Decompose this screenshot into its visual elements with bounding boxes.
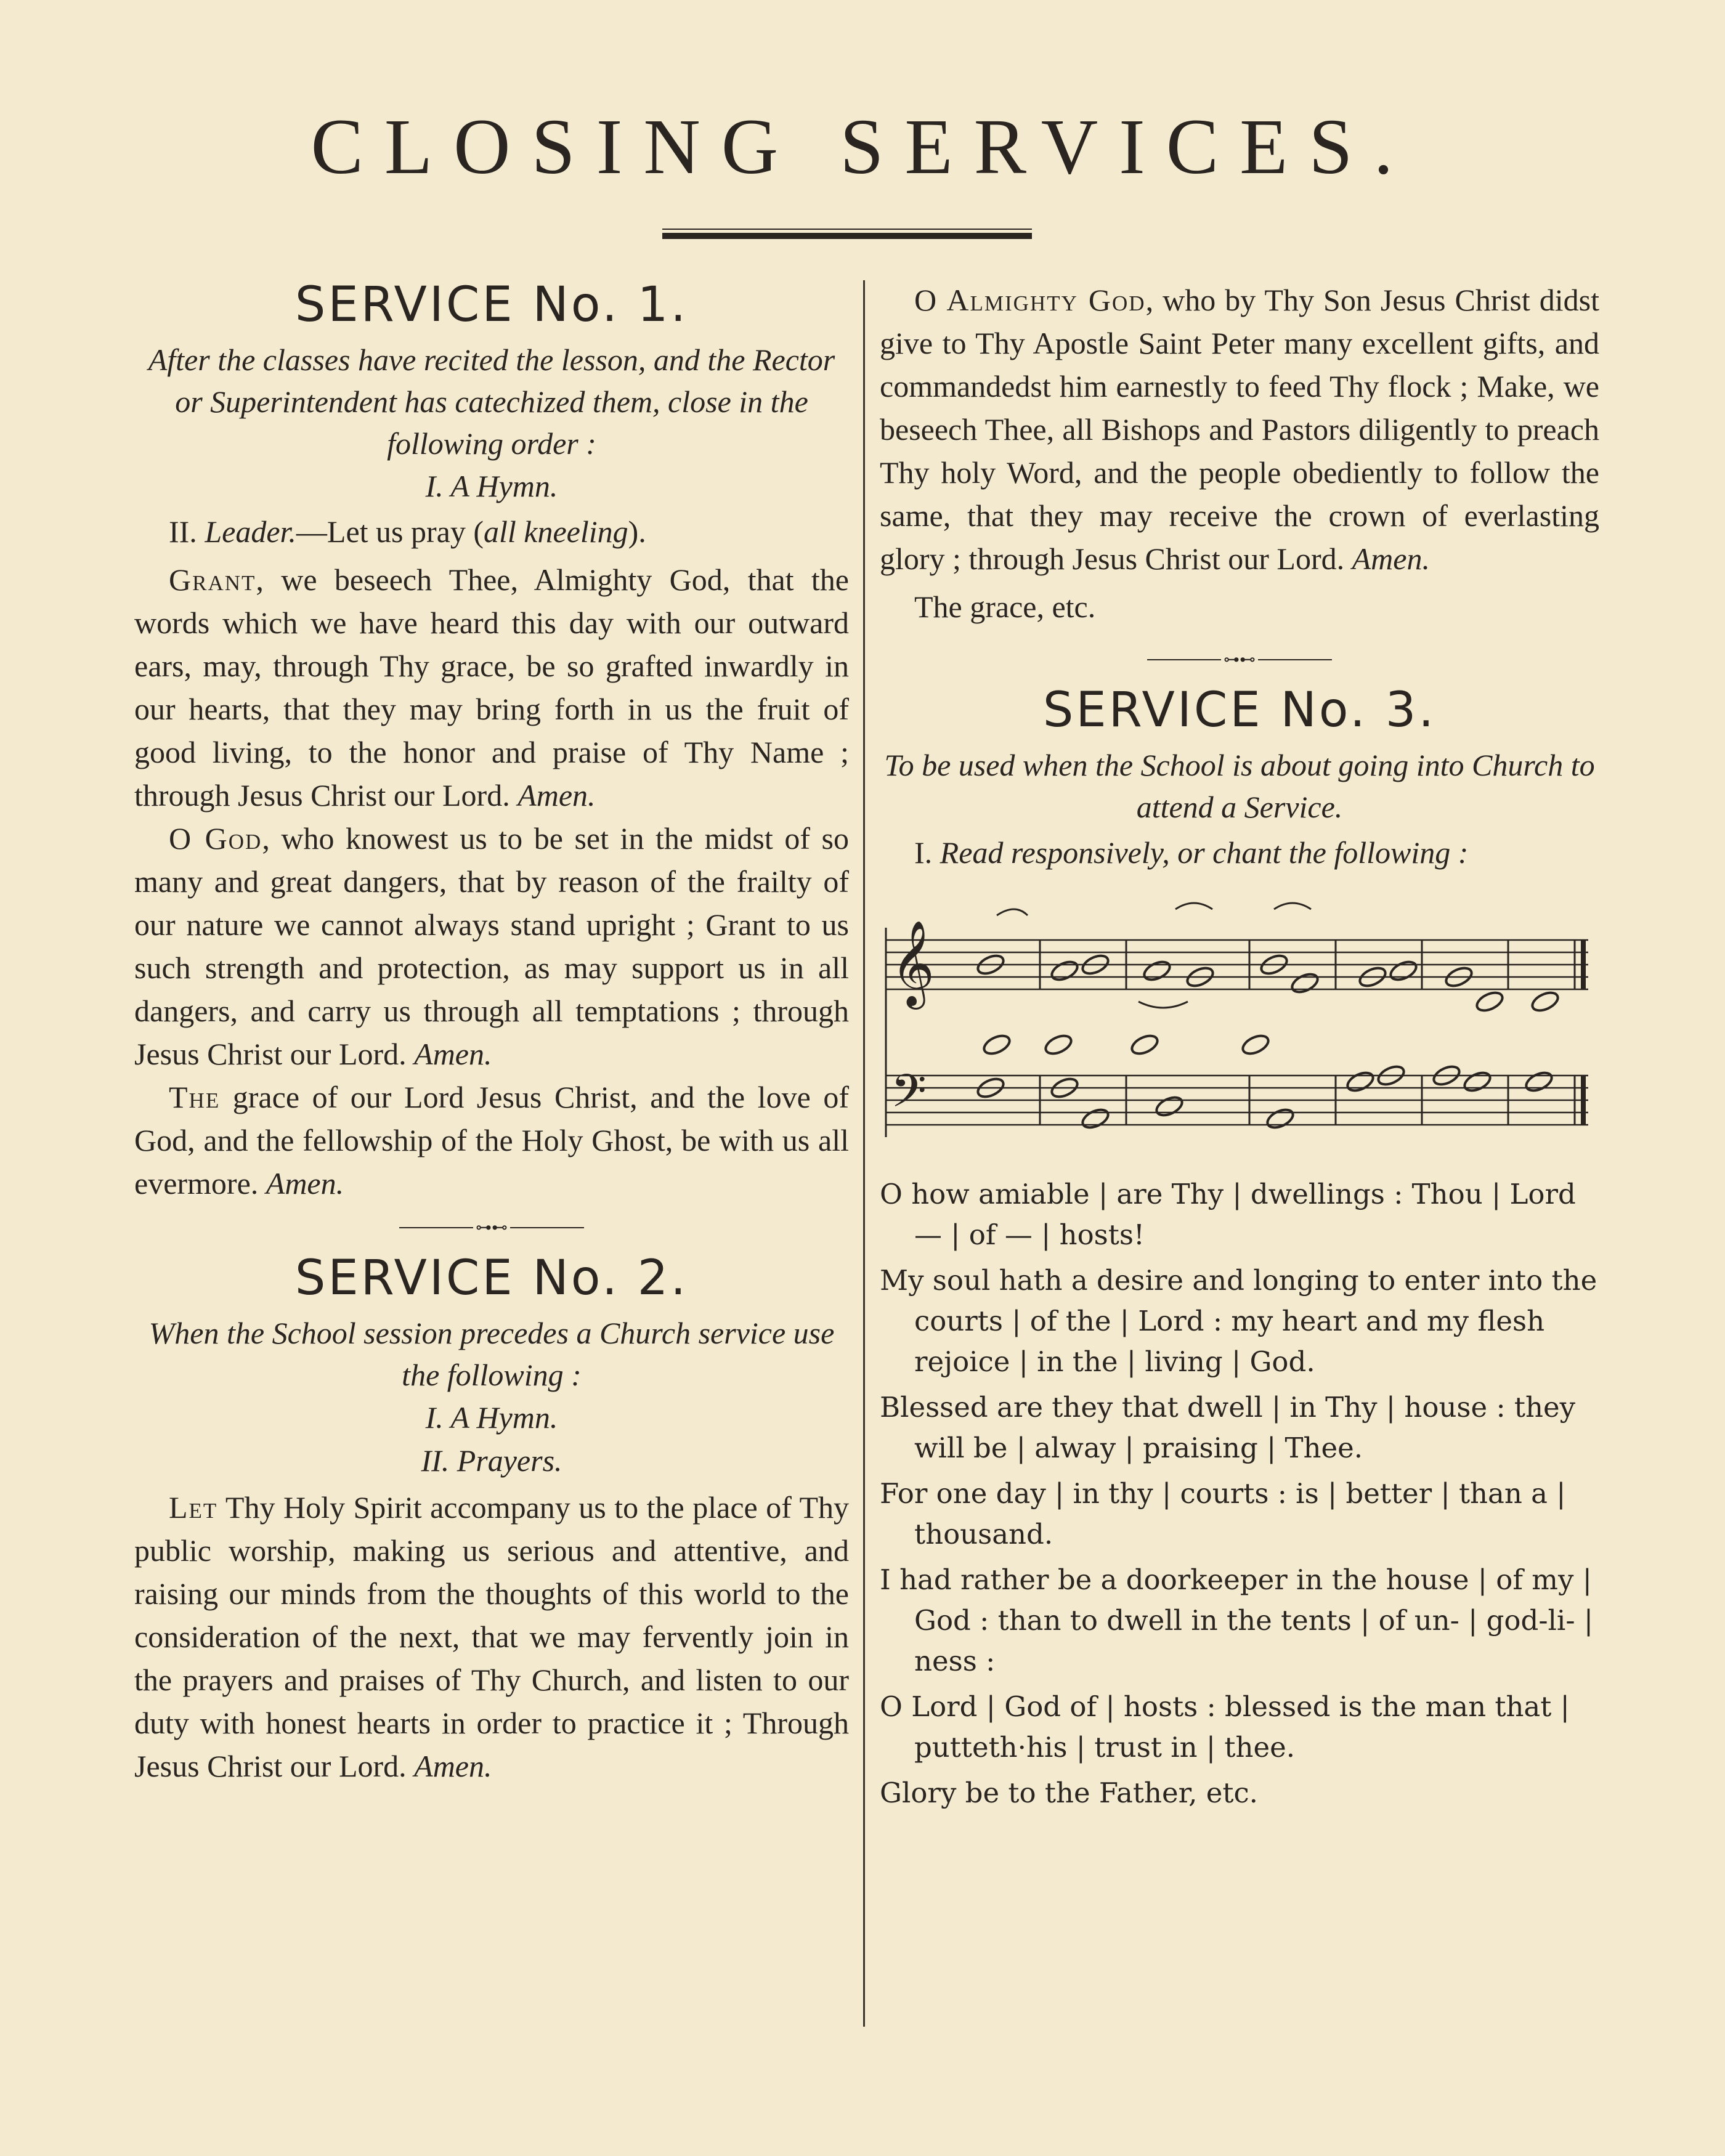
bass-staff [886,1076,1588,1125]
chant-verse: For one day | in thy | courts : is | better | than a | thousand. [880,1477,1566,1550]
service-3-item-1 [880,832,1599,873]
chant-verse: My soul hath a desire and longing to enter into the courts | of the | Lord : my heart and my flesh rejoice | in the | living | God. [880,1264,1597,1378]
page-title: CLOSING SERVICES. [310,103,1414,190]
chant-verse: O how amiable | are Thy | dwellings : Thou | Lord — | of — | hosts! [880,1178,1576,1251]
service-1-rubric: After the classes have recited the lesson, and the Rector or Superintendent has catechized them, close in the following order : [148,342,835,461]
chant-music-notation [880,885,1594,1168]
chant-verse: Glory be to the Father, etc. [880,1777,1258,1809]
service-3-heading: SERVICE No. 3. [1042,683,1437,738]
treble-clef: 𝄞 [891,920,935,1006]
service-2-heading: SERVICE No. 2. [294,1250,689,1306]
grace-prayer [134,1076,849,1205]
amen: Amen. [1352,541,1430,576]
amen: Amen. [266,1166,344,1201]
kneel-close: ). [628,514,646,549]
slurs [997,903,1311,1008]
all-kneeling: all kneeling [484,514,628,549]
drop-word: O God [169,821,262,856]
column-divider [863,280,865,2027]
let-us-pray: —Let us pray ( [296,514,484,549]
chant-verses [880,1174,1599,1814]
service-2-item-1: I. A Hymn. [425,1400,558,1435]
amen: Amen. [414,1749,492,1783]
collect-body: Thy Holy Spirit accompany us to the place of Thy public worship, making us serious and attentive, and raising our minds from the thoughts of this world to the consideration of the next, that we may fervently join in the prayers and praises of Thy Church, and listen to our duty with honest hearts in order to practice it ; Through Jesus Christ our Lord. [134,1490,849,1783]
service-1-heading: SERVICE No. 1. [294,277,689,333]
grace-body: grace of our Lord Jesus Christ, and the love of God, and the fellowship of the Holy Ghost, be with us all evermore. [134,1080,849,1201]
drop-word: Grant [169,562,256,597]
bass-clef: 𝄢 [891,1064,927,1129]
service-2-item-2: II. Prayers. [421,1443,562,1478]
item-1-text: Read responsively, or chant the following : [940,835,1469,870]
drop-word: O Almighty God [914,283,1146,317]
service-1-item-2 [134,510,849,553]
chant-verse: I had rather be a doorkeeper in the house | of my | God : than to dwell in the tents | of un- | god-li- | ness : [880,1563,1593,1677]
collect-saint-peter [880,278,1599,580]
section-ornament: ⊶⊷ [1147,653,1332,667]
service-2-rubric: When the School session precedes a Church service use the following : [148,1316,835,1392]
bar-lines [886,928,1583,1137]
drop-word: The [169,1080,221,1114]
chant-verse: Blessed are they that dwell | in Thy | house : they will be | alway | praising | Thee. [880,1391,1576,1464]
service-3-rubric: To be used when the School is about going into Church to attend a Service. [884,748,1595,824]
collect-holy-spirit [134,1486,849,1788]
amen: Amen. [414,1037,492,1071]
collect-body: , who knowest us to be set in the midst of so many and great dangers, that by reason of the frailty of our nature we cannot always stand upright ; Grant to us such strength and protection, as may support us in all dangers, and carry us through all temptations ; through Jesus Christ our Lord. [134,821,849,1071]
leader-label: Leader. [205,514,296,549]
note-heads [975,952,1561,1131]
right-column [880,278,1599,1818]
collect-dangers [134,817,849,1076]
drop-word: Let [169,1490,218,1525]
item-2-number: II. [169,514,197,549]
amen: Amen. [518,778,596,813]
collect-body: , who by Thy Son Jesus Christ didst give to Thy Apostle Saint Peter many excellent gifts, and commandedst him earnestly to feed Thy flock ; Make, we beseech Thee, all Bishops and Pastors diligently to preach Thy holy Word, and the people obediently to follow the same, that they may receive the crown of everlasting glory ; through Jesus Christ our Lord. [880,283,1599,576]
grace-etc: The grace, etc. [914,590,1096,624]
item-1-number: I. [914,835,933,870]
collect-grant [134,558,849,817]
section-ornament: ⊶⊷ [399,1221,584,1234]
left-column [134,271,849,1788]
chant-verse: O Lord | God of | hosts : blessed is the man that | putteth·his | trust in | thee. [880,1690,1570,1764]
service-1-item-1: I. A Hymn. [425,469,558,503]
treble-staff [886,940,1588,989]
title-rule-thin [662,229,1032,230]
collect-body: , we beseech Thee, Almighty God, that the words which we have heard this day with our outward ears, may, through Thy grace, be so grafted inwardly in our hearts, that they may bring forth in us the fruit of good living, to the honor and praise of Thy Name ; through Jesus Christ our Lord. [134,562,849,813]
title-rule [662,233,1032,239]
